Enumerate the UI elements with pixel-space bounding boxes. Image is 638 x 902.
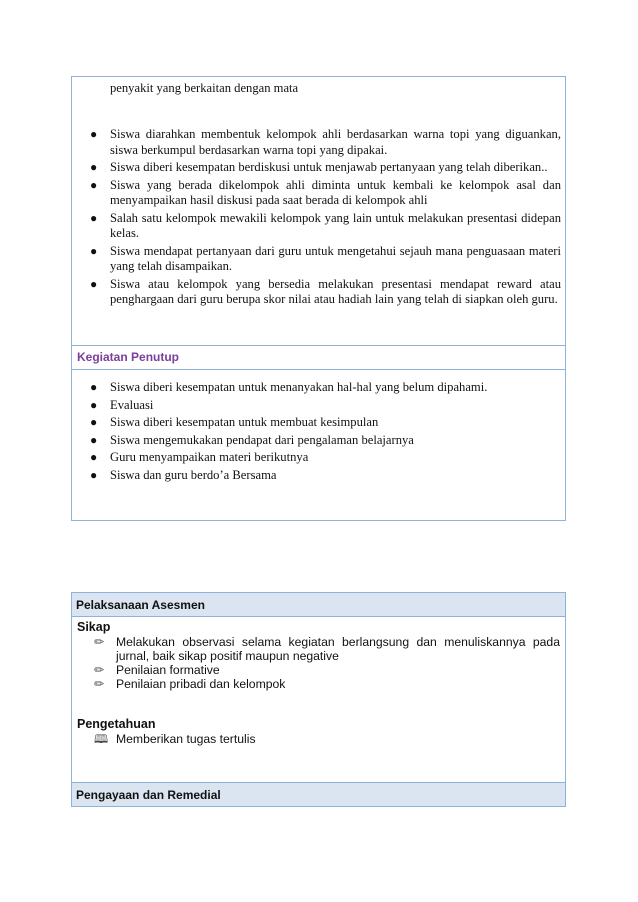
- list-item: 🕮 Memberikan tugas tertulis: [94, 732, 256, 746]
- bullet-icon: ●: [90, 210, 98, 225]
- bullet-icon: ●: [90, 276, 98, 291]
- penutup-list: [73, 380, 561, 485]
- list-item: ✏ Melakukan observasi selama kegiatan berlangsung dan menuliskannya pada jurnal, baik sikap positif maupun negative: [94, 635, 560, 663]
- list-item: ● Siswa diarahkan membentuk kelompok ahli berdasarkan warna topi yang diguankan, siswa berkumpul berdasarkan warna topi yang dipakai.: [90, 127, 561, 157]
- pencil-icon: ✏: [94, 663, 105, 677]
- sikap-label: Sikap: [77, 620, 111, 634]
- kegiatan-table: [71, 76, 566, 521]
- asesmen-table: [71, 592, 566, 807]
- bullet-icon: ●: [90, 243, 98, 258]
- book-icon: 🕮: [94, 732, 109, 746]
- bullet-icon: ●: [90, 127, 98, 141]
- inti-list: [73, 127, 561, 310]
- bullet-icon: ●: [90, 177, 98, 192]
- pencil-icon: ✏: [94, 677, 105, 691]
- bullet-icon: ●: [90, 450, 98, 464]
- bullet-icon: ●: [90, 160, 98, 174]
- list-item: ✏ Penilaian formative: [94, 663, 220, 677]
- divider: [72, 369, 565, 370]
- bullet-icon: ●: [90, 397, 98, 412]
- bullet-icon: ●: [90, 467, 98, 482]
- bullet-icon: ●: [90, 432, 98, 447]
- asesmen-title: Pelaksanaan Asesmen: [72, 593, 565, 617]
- list-item: ✏ Penilaian pribadi dan kelompok: [94, 677, 286, 691]
- pengetahuan-label: Pengetahuan: [77, 717, 156, 731]
- list-item: ● Salah satu kelompok mewakili kelompok yang lain untuk melakukan presentasi didepan kelas.: [90, 210, 561, 240]
- divider: [72, 345, 565, 346]
- remedial-title: Pengayaan dan Remedial: [72, 782, 565, 806]
- list-item: ● Evaluasi: [90, 397, 154, 412]
- list-item: ● Siswa atau kelompok yang bersedia melakukan presentasi mendapat reward atau penghargaan dari guru berupa skor nilai atau hadiah lain yang telah di siapkan oleh guru.: [90, 276, 561, 306]
- list-item: ● Siswa mendapat pertanyaan dari guru untuk mengetahui sejauh mana penguasaan materi yang telah disampaikan.: [90, 243, 561, 273]
- list-item: ● Siswa diberi kesempatan berdiskusi untuk menjawab pertanyaan yang telah diberikan..: [90, 160, 548, 174]
- list-item: ● Siswa yang berada dikelompok ahli diminta untuk kembali ke kelompok asal dan menyampaikan hasil diskusi pada saat berada di kelompok ahli: [90, 177, 561, 207]
- bullet-icon: ●: [90, 415, 98, 429]
- bullet-icon: ●: [90, 380, 98, 394]
- list-item: ● Siswa diberi kesempatan untuk menanyakan hal-hal yang belum dipahami.: [90, 380, 488, 394]
- list-item: ● Siswa diberi kesempatan untuk membuat kesimpulan: [90, 415, 379, 429]
- list-item: ● Siswa dan guru berdo’a Bersama: [90, 467, 277, 482]
- list-item: ● Siswa mengemukakan pendapat dari pengalaman belajarnya: [90, 432, 414, 447]
- continuation-text: penyakit yang berkaitan dengan mata: [110, 81, 299, 95]
- pencil-icon: ✏: [94, 635, 105, 649]
- penutup-title: Kegiatan Penutup: [77, 350, 180, 364]
- list-item: ● Guru menyampaikan materi berikutnya: [90, 450, 309, 464]
